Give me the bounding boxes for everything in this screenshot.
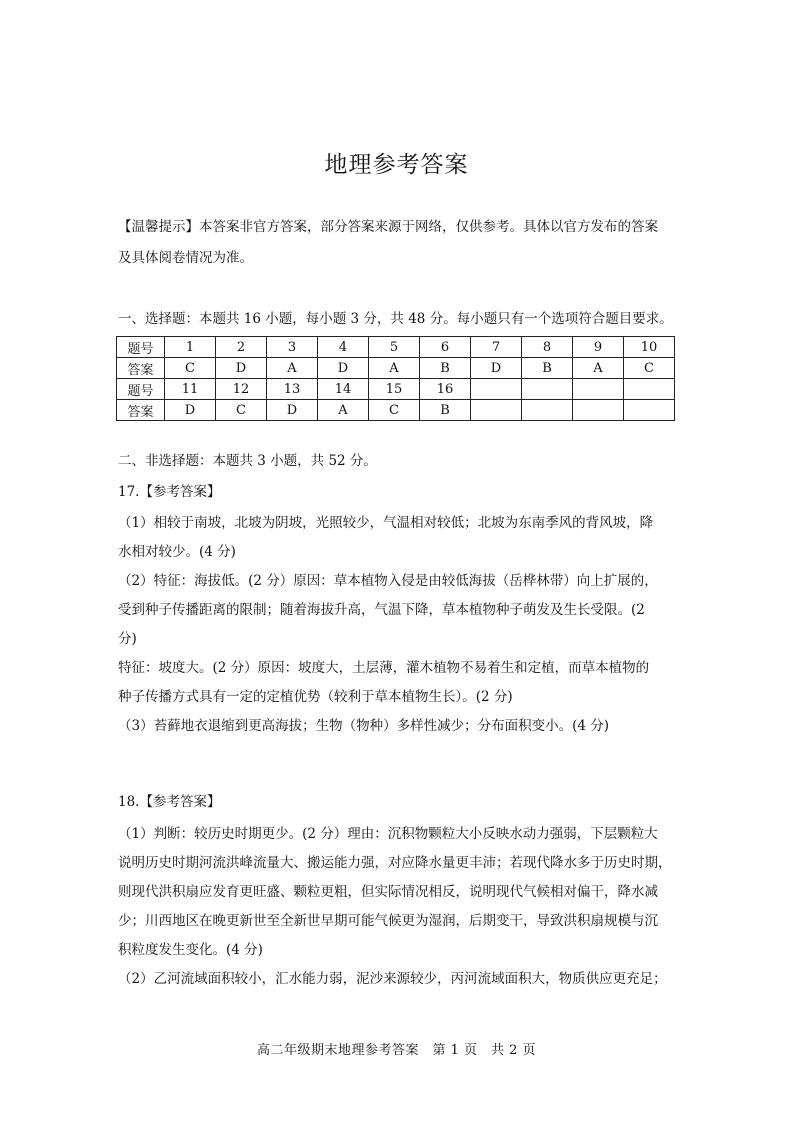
table-cell: B xyxy=(420,400,471,421)
table-cell xyxy=(624,379,675,400)
table-row xyxy=(117,379,675,400)
table-row-label: 答案 xyxy=(117,358,165,379)
table-cell: 8 xyxy=(522,337,573,358)
q17-line: 特征：坡度大。(2 分）原因：坡度大，土层薄，灌木植物不易着生和定植，而草本植物的 xyxy=(118,660,650,676)
table-cell xyxy=(471,400,522,421)
q17-line: 水相对较少。(4 分) xyxy=(118,544,236,560)
notice-line-2: 及具体阅卷情况为准。 xyxy=(118,250,253,266)
table-cell xyxy=(522,400,573,421)
table-cell: A xyxy=(318,400,369,421)
table-cell xyxy=(573,400,624,421)
q17-line: 种子传播方式具有一定的定植优势（较利于草本植物生长）。(2 分) xyxy=(118,689,513,705)
q18-line: 则现代洪积扇应发育更旺盛、颗粒更粗，但实际情况相反，说明现代气候相对偏干，降水减 xyxy=(118,884,658,900)
table-row-label: 题号 xyxy=(117,379,165,400)
table-cell: C xyxy=(624,358,675,379)
table-cell: D xyxy=(165,400,216,421)
q18-line: 积粒度发生变化。(4 分) xyxy=(118,942,263,958)
table-cell: 9 xyxy=(573,337,624,358)
answer-table xyxy=(116,336,675,421)
table-cell: 12 xyxy=(216,379,267,400)
q18-line: 说明历史时期河流洪峰流量大、搬运能力强，对应降水量更丰沛；若现代降水多于历史时期， xyxy=(118,855,672,871)
table-cell: C xyxy=(216,400,267,421)
table-cell: 10 xyxy=(624,337,675,358)
table-cell: 11 xyxy=(165,379,216,400)
table-row-label: 题号 xyxy=(117,337,165,358)
table-cell: 3 xyxy=(267,337,318,358)
q18-line: （1）判断：较历史时期更少。(2 分）理由：沉积物颗粒大小反映水动力强弱，下层颗粒大 xyxy=(118,826,658,842)
table-cell xyxy=(471,379,522,400)
table-row xyxy=(117,358,675,379)
table-cell: C xyxy=(369,400,420,421)
table-cell: D xyxy=(318,358,369,379)
table-cell: B xyxy=(522,358,573,379)
table-cell: 14 xyxy=(318,379,369,400)
table-row-label: 答案 xyxy=(117,400,165,421)
q18-answer-block xyxy=(118,820,678,994)
q17-answer-block xyxy=(118,509,678,741)
section-1-heading: 一、选择题：本题共 16 小题，每小题 3 分，共 48 分。每小题只有一个选项符合题目要求。 xyxy=(118,311,673,327)
table-cell: A xyxy=(573,358,624,379)
table-cell: 16 xyxy=(420,379,471,400)
table-cell: 5 xyxy=(369,337,420,358)
table-cell: C xyxy=(165,358,216,379)
table-cell: D xyxy=(216,358,267,379)
q17-line: （1）相较于南坡，北坡为阴坡，光照较少，气温相对较低；北坡为东南季风的背风坡，降 xyxy=(118,515,654,531)
page-title: 地理参考答案 xyxy=(324,152,469,178)
q17-line: （3）苔藓地衣退缩到更高海拔；生物（物种）多样性减少；分布面积变小。(4 分) xyxy=(118,718,610,734)
table-cell: 4 xyxy=(318,337,369,358)
q17-line: （2）特征：海拔低。(2 分）原因：草本植物入侵是由较低海拔（岳桦林带）向上扩展的， xyxy=(118,573,658,589)
table-cell: 2 xyxy=(216,337,267,358)
table-cell xyxy=(573,379,624,400)
page-footer: 高二年级期末地理参考答案 第 1 页 共 2 页 xyxy=(256,1043,537,1058)
table-cell xyxy=(624,400,675,421)
table-cell: 6 xyxy=(420,337,471,358)
q18-line: 少；川西地区在晚更新世至全新世早期可能气候更为湿润，后期变干，导致洪积扇规模与沉 xyxy=(118,913,658,929)
table-cell: A xyxy=(369,358,420,379)
table-row xyxy=(117,400,675,421)
section-2-heading: 二、非选择题：本题共 3 小题，共 52 分。 xyxy=(118,453,377,469)
notice-line-1: 【温馨提示】本答案非官方答案，部分答案来源于网络，仅供参考。具体以官方发布的答案 xyxy=(118,219,658,235)
q17-heading: 17.【参考答案】 xyxy=(118,484,221,500)
q18-line: （2）乙河流域面积较小，汇水能力弱，泥沙来源较少，丙河流域面积大，物质供应更充足； xyxy=(118,971,667,987)
q17-line: 分) xyxy=(118,631,137,647)
table-cell: 7 xyxy=(471,337,522,358)
table-cell: 15 xyxy=(369,379,420,400)
q17-line: 受到种子传播距离的限制；随着海拔升高，气温下降，草本植物种子萌发及生长受限。(2 xyxy=(118,602,645,618)
table-cell: 1 xyxy=(165,337,216,358)
table-cell xyxy=(522,379,573,400)
table-row xyxy=(117,337,675,358)
table-cell: A xyxy=(267,358,318,379)
table-cell: D xyxy=(267,400,318,421)
table-cell: B xyxy=(420,358,471,379)
q18-heading: 18.【参考答案】 xyxy=(118,794,221,810)
table-cell: 13 xyxy=(267,379,318,400)
table-cell: D xyxy=(471,358,522,379)
